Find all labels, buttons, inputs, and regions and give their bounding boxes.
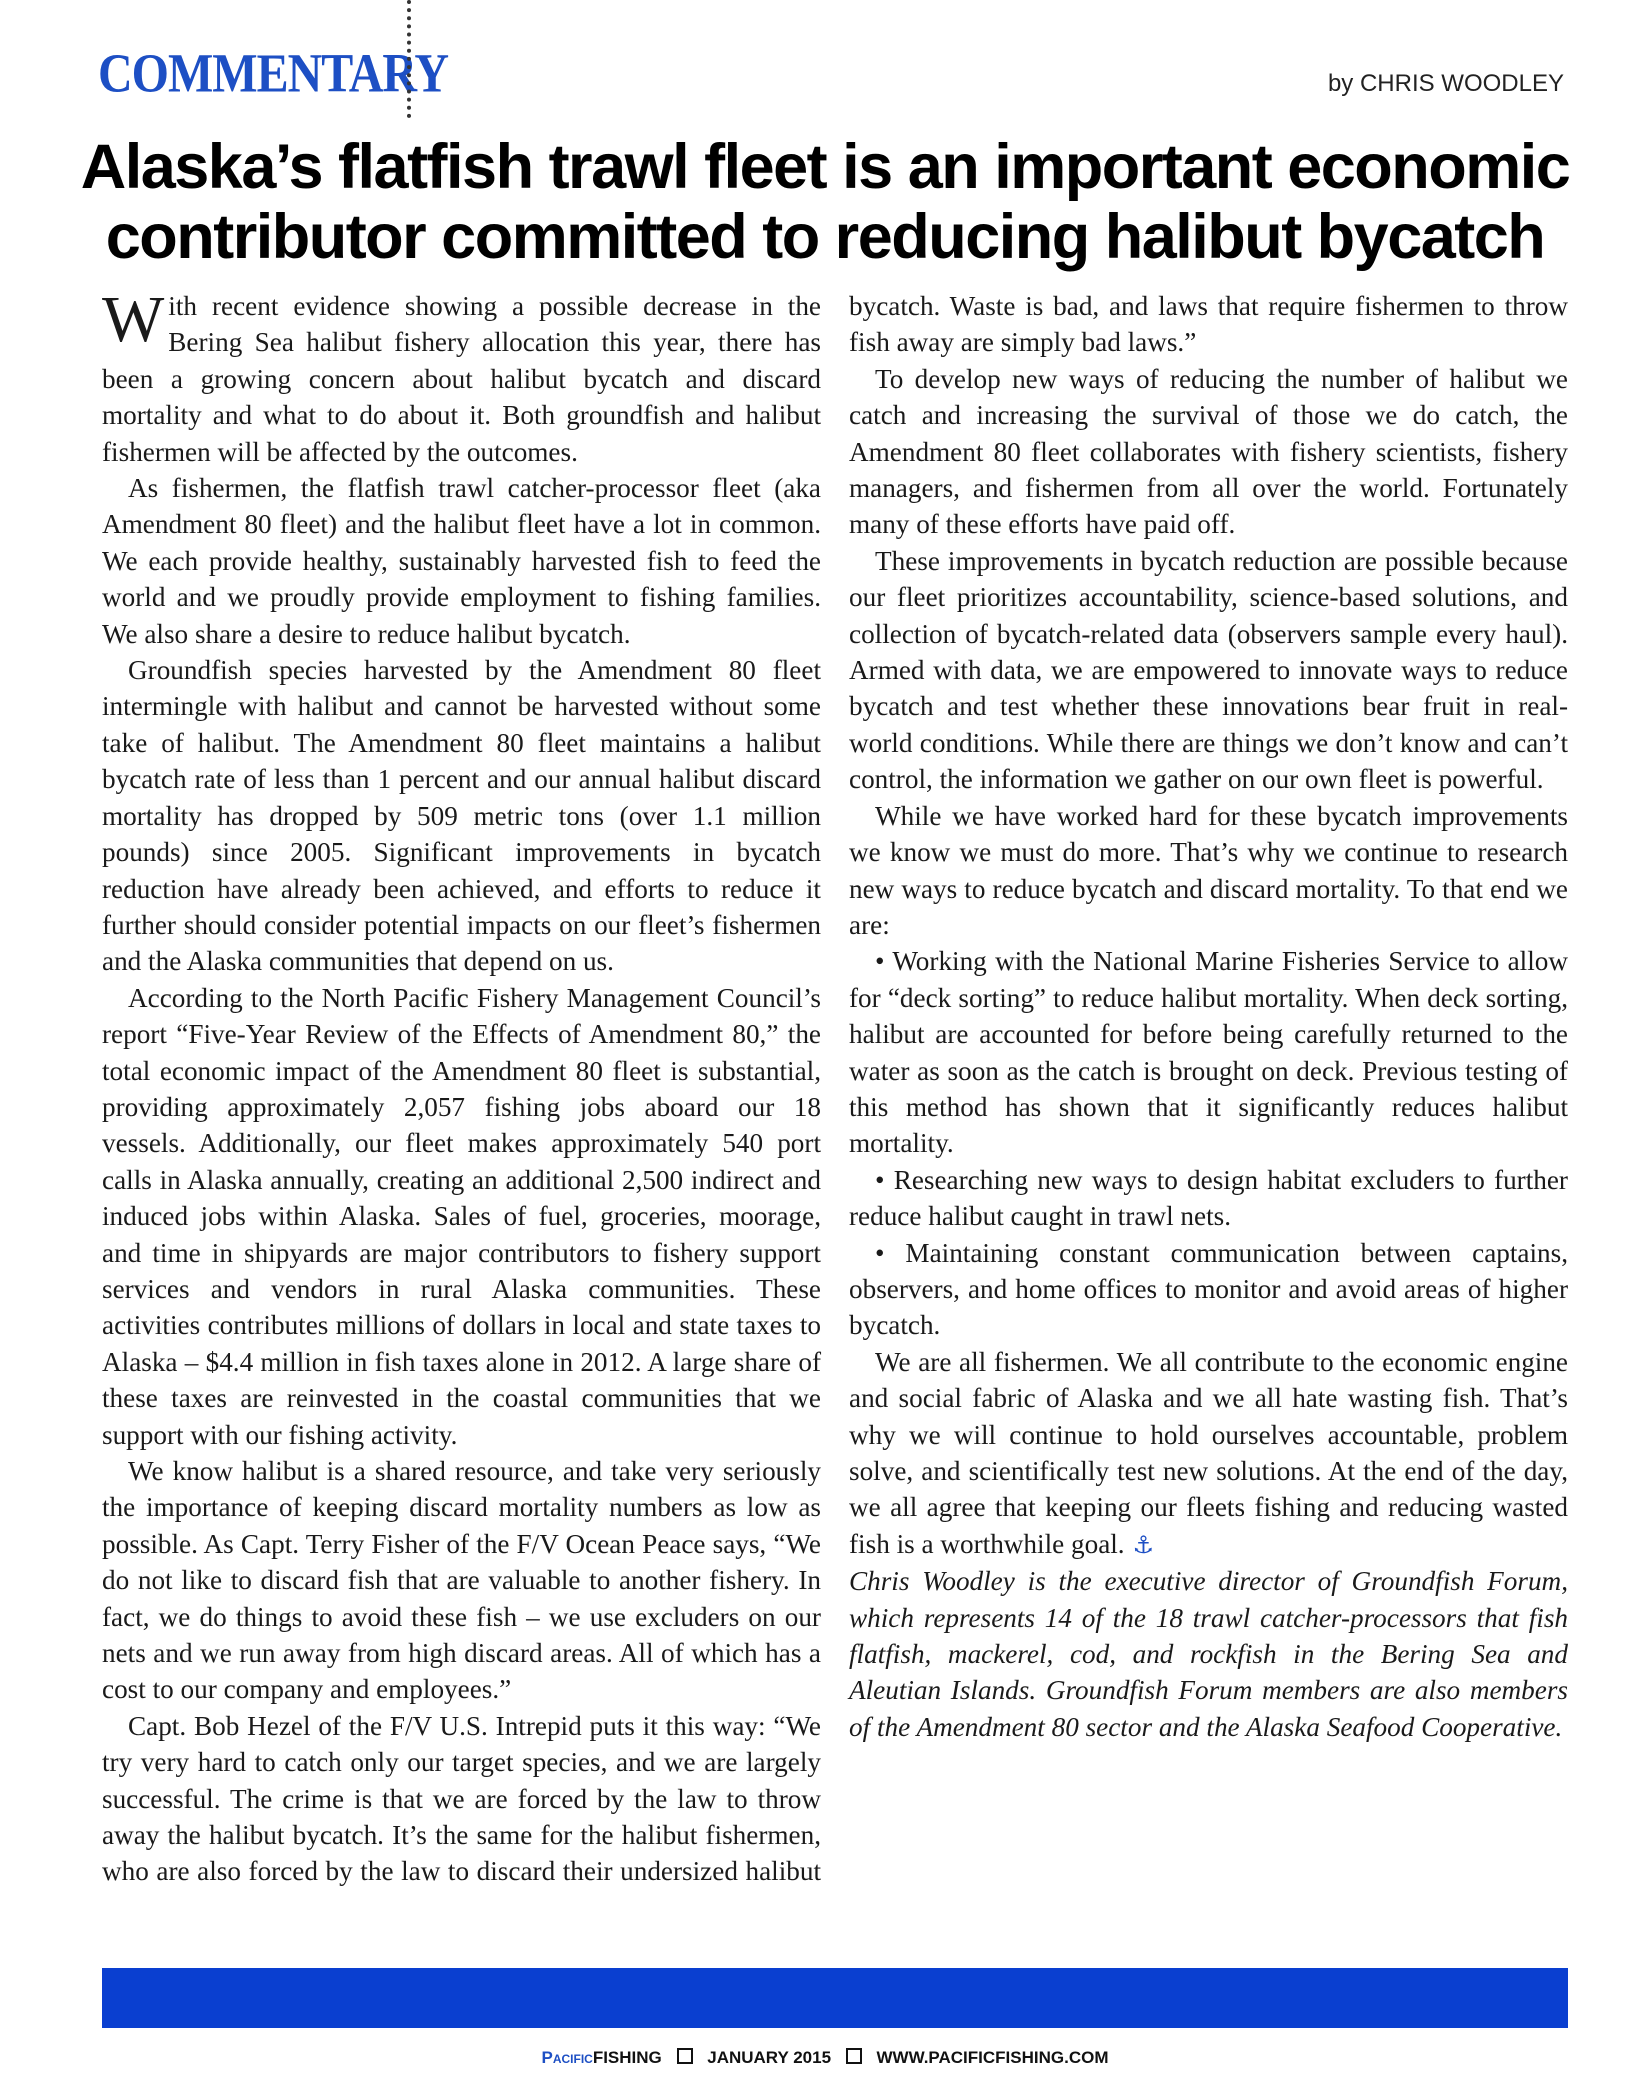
headline-line-1: Alaska’s flatfish trawl fleet is an important economic	[80, 132, 1570, 202]
author-bio: Chris Woodley is the executive director of Groundfish Forum, which represents 14 of the 18 trawl catcher-processors that fish flatfish, mackerel, cod, and rockfish in the Bering Sea and Aleutian Islands. Groundfish Forum members are also members of the Amendment 80 sector and the Alaska Seafood Cooperative.	[849, 1566, 1568, 1742]
footer-color-bar	[102, 1968, 1568, 2028]
bullet-item: • Working with the National Marine Fisheries Service to allow for “deck sorting” to reduce halibut mortality. When deck sorting, halibut are accounted for before being carefully returned to the water as soon as the catch is brought on deck. Previous testing of this method has shown that it significantly reduces halibut mortality.	[849, 946, 1568, 1159]
brand-name-part-2: FISHING	[592, 2048, 662, 2067]
paragraph: Capt. Bob Hezel of the F/V U.S. Intrepid puts it this way: “We try very hard to catch only our target species, and we are largely successful. The crime is that we are forced by the law to throw away the halibut bycatch. It’s the same for the halibut fishermen, who are also forced by the law to discard their undersized halibut bycatch. Waste is bad, and laws that require fishermen to throw fish away are simply bad laws.”	[102, 291, 1568, 1887]
paragraph: According to the North Pacific Fishery Management Council’s report “Five-Year Review of the Effects of Amendment 80,” the total economic impact of the Amendment 80 fleet is substantial, providing approximately 2,057 fishing jobs aboard our 18 vessels. Additionally, our fleet makes approximately 540 port calls in Alaska annually, creating an additional 2,500 indirect and induced jobs within Alaska. Sales of fuel, groceries, moorage, and time in shipyards are major contributors to fishery support services and vendors in rural Alaska communities. These activities contributes millions of dollars in local and state taxes to Alaska – $4.4 million in fish taxes alone in 2012. A large share of these taxes are reinvested in the coastal communities that we support with our fishing activity.	[102, 982, 821, 1450]
separator-box-icon	[846, 2048, 862, 2064]
byline: by CHRIS WOODLEY	[1327, 70, 1564, 97]
paragraph: As fishermen, the flatfish trawl catcher-processor fleet (aka Amendment 80 fleet) and the halibut fleet have a lot in common. We each provide healthy, sustainably harvested fish to feed the world and we proudly provide employment to fishing families. We also share a desire to reduce halibut bycatch.	[102, 473, 821, 649]
paragraph: Groundfish species harvested by the Amendment 80 fleet intermingle with halibut and cannot be harvested without some take of halibut. The Amendment 80 fleet maintains a halibut bycatch rate of less than 1 percent and our annual halibut discard mortality has dropped by 509 metric tons (over 1.1 million pounds) since 2005. Significant improvements in bycatch reduction have already been achieved, and efforts to reduce it further should consider potential impacts on our fleet’s fishermen and the Alaska communities that depend on us.	[102, 655, 821, 977]
section-divider	[407, 0, 411, 118]
headline-line-2: contributor committed to reducing halibut bycatch	[105, 202, 1545, 272]
page-footer	[0, 2048, 1650, 2068]
bullet-item: • Researching new ways to design habitat excluders to further reduce halibut caught in trawl nets.	[849, 1164, 1568, 1232]
drop-cap: W	[102, 283, 165, 356]
paragraph: With recent evidence showing a possible decrease in the Bering Sea halibut fishery allocation this year, there has been a growing concern about halibut bycatch and discard mortality and what to do about it. Both groundfish and halibut fishermen will be affected by the outcomes.	[102, 283, 821, 467]
brand-name-part-1: Pacific	[541, 2048, 593, 2067]
bullet-item: • Maintaining constant communication between captains, observers, and home offices to monitor and avoid areas of higher bycatch.	[849, 1237, 1568, 1341]
paragraph: We know halibut is a shared resource, and take very seriously the importance of keeping discard mortality numbers as low as possible. As Capt. Terry Fisher of the F/V Ocean Peace says, “We do not like to discard fish that are valuable to another fishery. In fact, we do things to avoid these fish – we use excluders on our nets and we run away from high discard areas. All of which has a cost to our company and employees.”	[102, 1456, 821, 1705]
website: WWW.PACIFICFISHING.COM	[876, 2048, 1109, 2067]
headline	[80, 132, 1570, 272]
paragraph: To develop new ways of reducing the number of halibut we catch and increasing the survival of those we do catch, the Amendment 80 fleet collaborates with fishery scientists, fishery managers, and fishermen from all over the world. Fortunately many of these efforts have paid off.	[849, 363, 1568, 540]
paragraph: These improvements in bycatch reduction are possible because our fleet prioritizes accountability, science-based solutions, and collection of bycatch-related data (observers sample every haul). Armed with data, we are empowered to innovate ways to reduce bycatch and test whether these innovations bear fruit in real-world conditions. While there are things we don’t know and can’t control, the information we gather on our own fleet is powerful.	[849, 545, 1568, 795]
article-body	[102, 283, 1568, 1948]
paragraph: We are all fishermen. We all contribute to the economic engine and social fabric of Alaska and we all hate wasting fish. That’s why we will continue to hold ourselves accountable, problem solve, and scientifically test new solutions. At the end of the day, we all agree that keeping our fleets fishing and reducing wasted fish is a worthwhile goal. ⚓	[849, 1346, 1568, 1559]
issue-date: JANUARY 2015	[707, 2048, 832, 2067]
anchor-icon: ⚓	[1132, 1530, 1155, 1559]
section-label: COMMENTARY	[98, 43, 449, 105]
paragraph: While we have worked hard for these bycatch improvements we know we must do more. That’s why we continue to research new ways to reduce bycatch and discard mortality. To that end we are:	[849, 800, 1568, 940]
separator-box-icon	[677, 2048, 693, 2064]
